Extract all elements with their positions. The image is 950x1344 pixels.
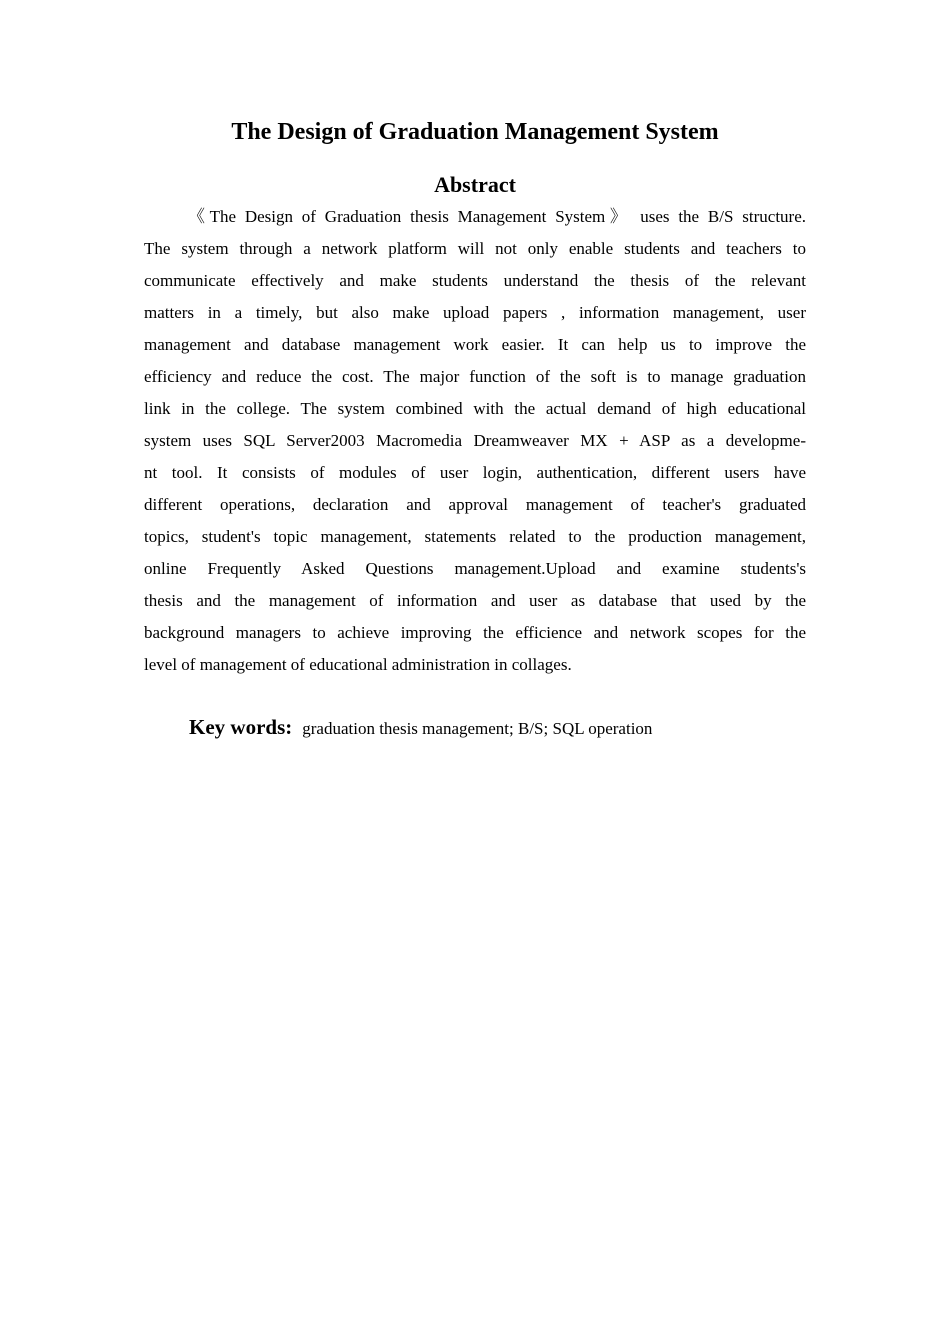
abstract-line: link in the college. The system combined with the actual demand of high educational xyxy=(144,399,806,418)
abstract-line: level of management of educational administration in collages. xyxy=(144,655,572,674)
abstract-line: management and database management work easier. It can help us to improve the xyxy=(144,335,806,354)
abstract-line: nt tool. It consists of modules of user login, authentication, different users have xyxy=(144,463,806,482)
abstract-line: topics, student's topic management, statements related to the production management, xyxy=(144,527,806,546)
abstract-line: 《The Design of Graduation thesis Management System》 uses the B/S structure. xyxy=(188,207,806,226)
abstract-line: system uses SQL Server2003 Macromedia Dreamweaver MX + ASP as a developme- xyxy=(144,431,806,450)
keywords-text: graduation thesis management; B/S; SQL operation xyxy=(302,719,653,738)
abstract-body xyxy=(144,201,806,681)
paper-title: The Design of Graduation Management System xyxy=(231,119,719,145)
abstract-heading: Abstract xyxy=(434,172,516,197)
keywords xyxy=(189,711,652,746)
keywords-label: Key words: xyxy=(189,715,293,739)
abstract-line: background managers to achieve improving the efficience and network scopes for the xyxy=(144,623,806,642)
abstract-line: online Frequently Asked Questions management.Upload and examine students's xyxy=(144,559,806,578)
abstract-line: thesis and the management of information and user as database that used by the xyxy=(144,591,806,610)
abstract-line: different operations, declaration and approval management of teacher's graduated xyxy=(144,495,806,514)
abstract-line: communicate effectively and make students understand the thesis of the relevant xyxy=(144,271,806,290)
abstract-line: efficiency and reduce the cost. The major function of the soft is to manage graduation xyxy=(144,367,806,386)
abstract-line: matters in a timely, but also make upload papers , information management, user xyxy=(144,303,806,322)
abstract-line: The system through a network platform will not only enable students and teachers to xyxy=(144,239,806,258)
